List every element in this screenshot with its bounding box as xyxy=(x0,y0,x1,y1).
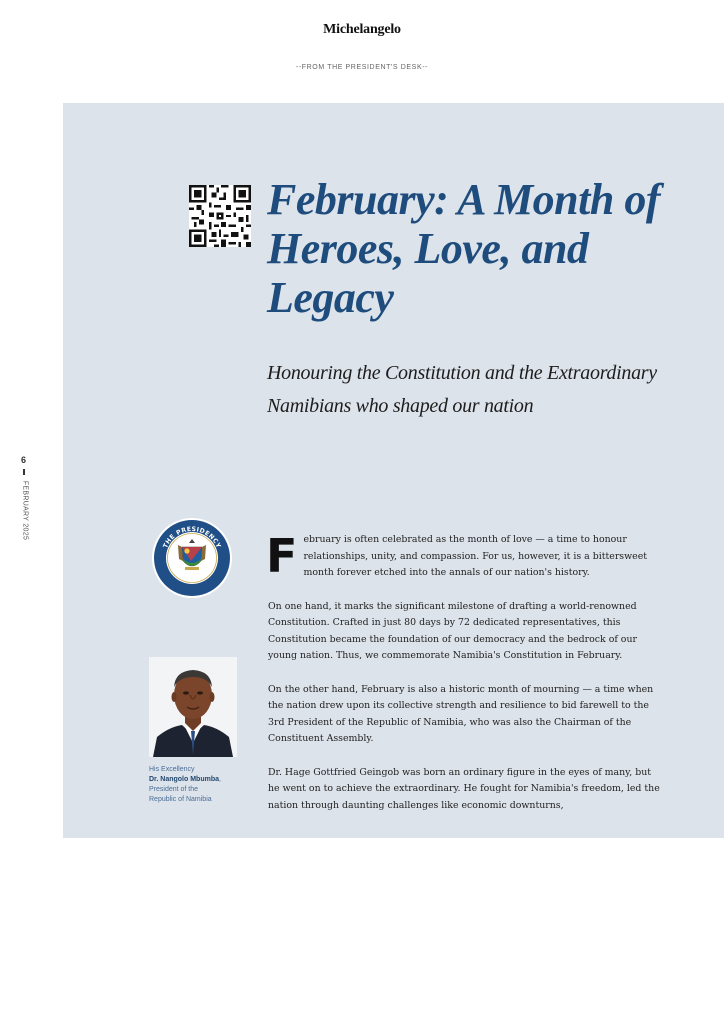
body-paragraph: On one hand, it marks the significant milestone of drafting a world-renowned Constitution. Crafted in just 80 days by 72 dedicated representatives, this Constitution became the foundation of our democracy and the bedrock of our young nation. Thus, we commemorate Namibia's Constitution in February. xyxy=(268,600,637,661)
caption-name: Dr. Nangolo Mbumba xyxy=(149,776,219,783)
qr-code-icon[interactable] xyxy=(189,185,251,247)
paragraph-text: ebruary is often celebrated as the month of love — a time to honour relationships, unity, and compassion. For us, however, it is a bittersweet month forever etched into the annals of our nation's history. xyxy=(303,534,648,578)
seal-top-text: THE PRESIDENCY xyxy=(162,525,222,550)
seal-bottom-text: NAMIBIA xyxy=(180,576,204,585)
caption-title-line2: Republic of Namibia xyxy=(149,796,212,803)
side-folio xyxy=(19,455,31,545)
caption-honorific: His Excellency xyxy=(149,766,195,773)
article-body xyxy=(266,529,663,831)
caption-name-suffix: , xyxy=(219,776,221,783)
section-label: --FROM THE PRESIDENT'S DESK-- xyxy=(295,64,429,71)
magazine-brand: Michelangelo xyxy=(323,22,401,37)
body-paragraph: On the other hand, February is also a historic month of mourning — a time when the nation drew upon its collective strength and resilience to bid farewell to the 3rd President of the Republic of Namibia, who was also the Chairman of the Constituent Assembly. xyxy=(268,683,654,744)
president-portrait xyxy=(149,657,237,757)
issue-date: FEBRUARY 2025 xyxy=(21,480,29,541)
presidency-seal-icon xyxy=(151,517,233,599)
drop-cap: F xyxy=(266,529,298,583)
caption-name-line xyxy=(149,775,249,785)
article-title: February: A Month of Heroes, Love, and Legacy xyxy=(267,175,661,322)
body-paragraph: Dr. Hage Gottfried Geingob was born an ordinary figure in the eyes of many, but he went on to achieve the extraordinary. He fought for Namibia's freedom, led the nation through daunting challenges like economic downturns, xyxy=(268,766,660,811)
body-paragraph xyxy=(266,529,663,583)
article-subtitle: Honouring the Constitution and the Extraordinary Namibians who shaped our nation xyxy=(267,362,657,417)
portrait-caption xyxy=(149,765,249,805)
article-panel xyxy=(63,103,724,838)
page-number: 6 xyxy=(21,455,27,465)
caption-title-line1: President of the xyxy=(149,786,199,793)
